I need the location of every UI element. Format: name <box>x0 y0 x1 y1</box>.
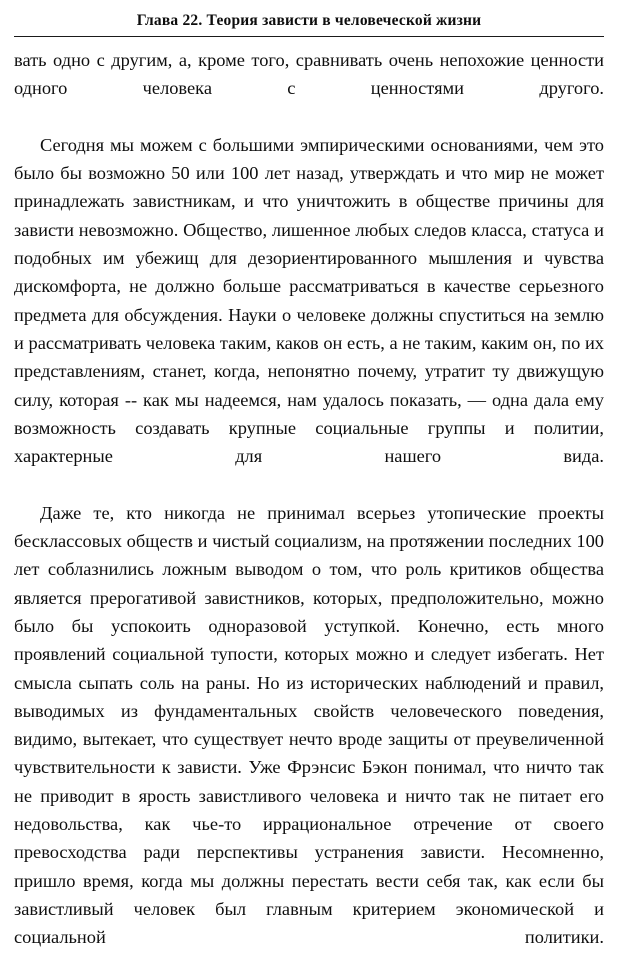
body-text <box>14 46 604 980</box>
paragraph: Сегодня мы можем с большими эмпирическими основаниями, чем это было бы возможно 50 или 100 лет назад, утверждать и что мир не может принадлежать завистникам, и что уничтожить в обществе причины для зависти невозможно. Общество, лишенное любых следов класса, статуса и подобных им убежищ для дезориентированного мышления и чувства дискомфорта, не должно больше рассматриваться в качестве серьезного предмета для обсуждения. Науки о человеке должны спуститься на землю и рассматривать человека таким, каков он есть, а не таким, каким он, по их представлениям, станет, когда, непонятно почему, утратит ту движущую силу, которая -- как мы надеемся, нам удалось показать, — одна дала ему возможность создавать крупные социальные группы и политии, характерные для нашего вида. <box>14 134 604 467</box>
paragraph: вать одно с другим, а, кроме того, сравнивать очень непохожие ценности одного человека с ценностями другого. <box>14 50 604 99</box>
paragraph: Даже те, кто никогда не принимал всерьез утопические проекты бесклассовых обществ и чистый социализм, на протяжении последних 100 лет соблазнились ложным выводом о том, что роль критиков общества является прерогативой завистников, которых, предположительно, можно было бы успокоить одноразовой уступкой. Конечно, есть много проявлений социальной тупости, которых можно и следует избегать. Нет смысла сыпать соль на раны. Но из исторических наблюдений и правил, выводимых из фундаментальных свойств человеческого поведения, видимо, вытекает, что существует нечто вроде защиты от преувеличенной чувствительности к зависти. Уже Фрэнсис Бэкон понимал, что ничто так не приводит в ярость завистливого человека и ничто так не питает его недовольства, как чье-то иррациональное отречение от своего превосходства ради перспективы устранения зависти. Несомненно, пришло время, когда мы должны перестать вести себя так, как если бы завистливый человек был главным критерием экономической и социальной политики. <box>14 502 604 948</box>
header-rule <box>14 36 604 37</box>
running-head: Глава 22. Теория зависти в человеческой жизни <box>136 12 482 29</box>
